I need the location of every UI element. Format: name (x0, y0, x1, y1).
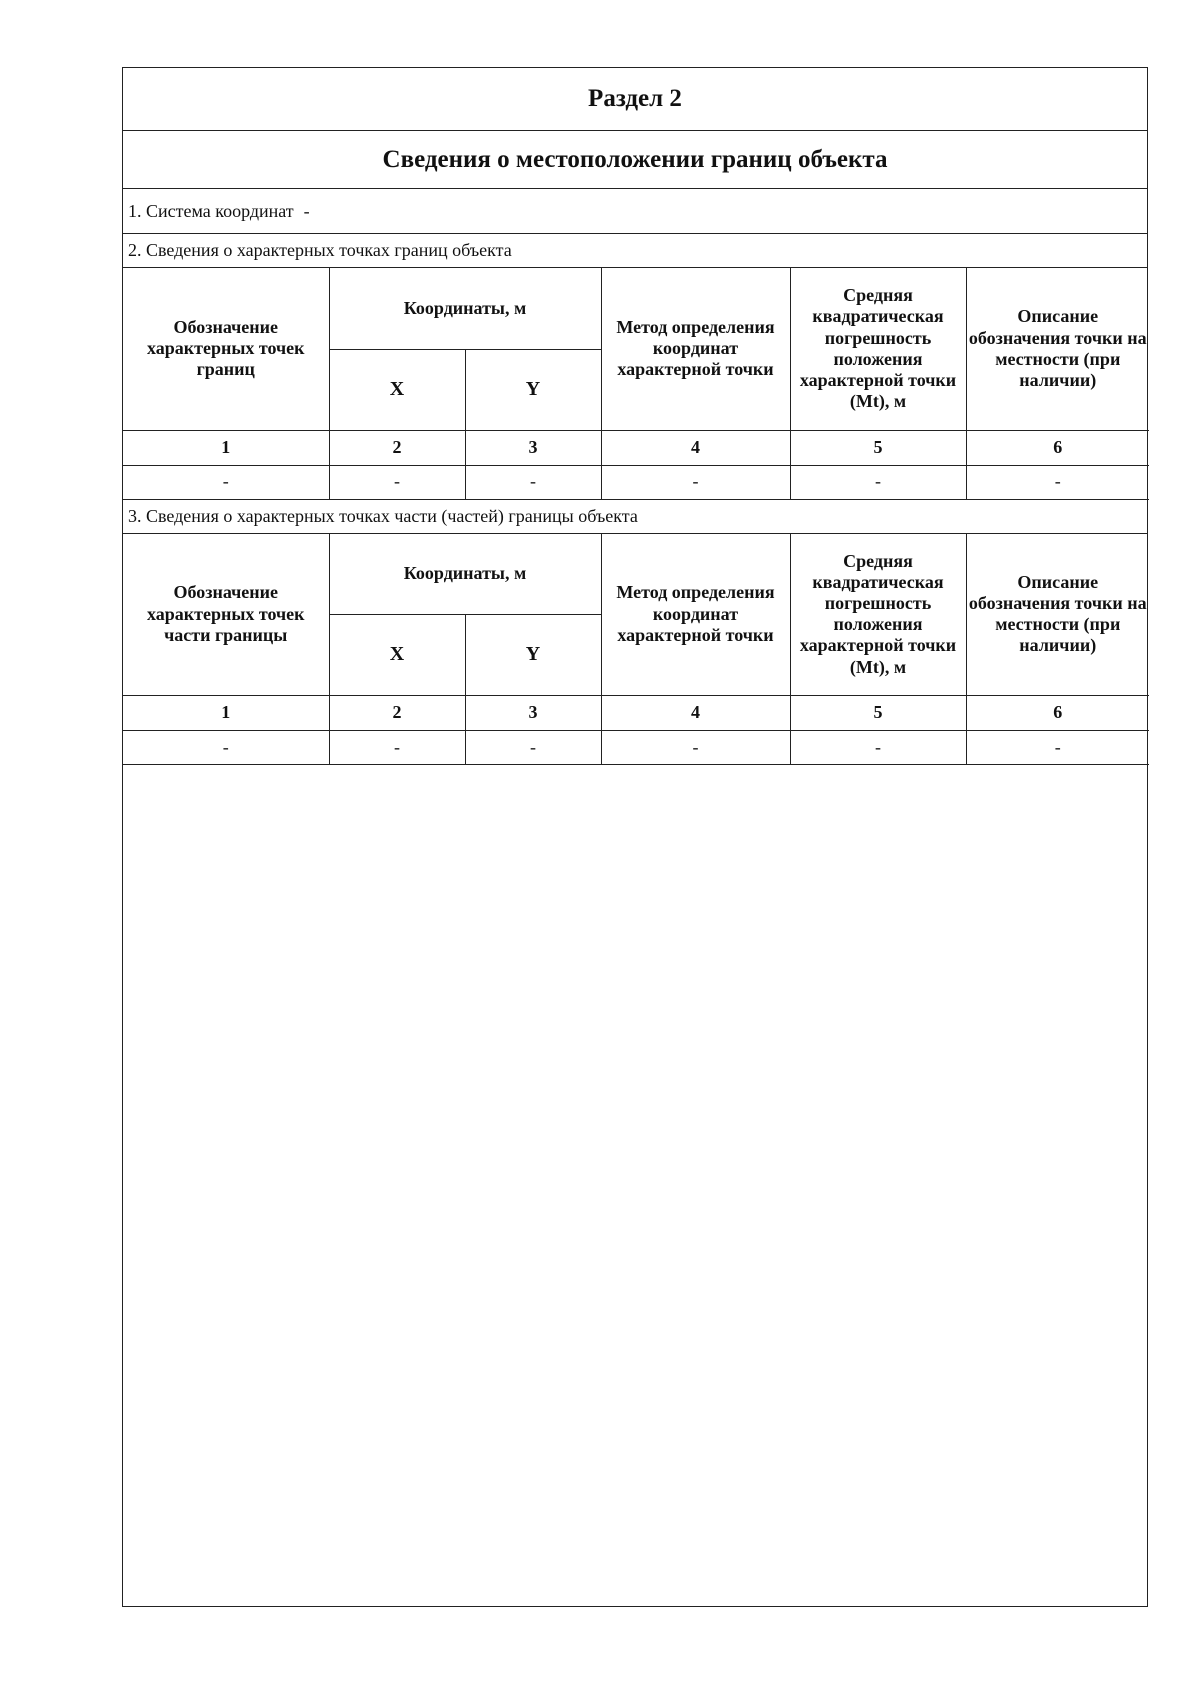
table2-data-cell: - (465, 731, 601, 765)
table2-caption: 3. Сведения о характерных точках части (частей) границы объекта (123, 500, 1147, 534)
table2-header-designation: Обозначение характерных точек части границы (123, 534, 329, 696)
table2-data-cell: - (790, 731, 966, 765)
coordinate-system-value: - (303, 200, 310, 221)
table1-number-cell: 2 (329, 430, 465, 465)
table2-header-description: Описание обозначения точки на местности (при наличии) (966, 534, 1149, 696)
table1 (123, 268, 1149, 500)
table1-data-cell: - (329, 465, 465, 499)
table1-caption: 2. Сведения о характерных точках границ объекта (123, 234, 1147, 268)
table1-number-cell: 5 (790, 430, 966, 465)
table1-header-description: Описание обозначения точки на местности (при наличии) (966, 268, 1149, 430)
table2-data-cell: - (601, 731, 790, 765)
section-subtitle: Сведения о местоположении границ объекта (123, 131, 1147, 189)
table1-data-cell: - (966, 465, 1149, 499)
table1-header-y: Y (465, 349, 601, 430)
table1-header-coordinates: Координаты, м (329, 268, 601, 349)
table1-header-x: X (329, 349, 465, 430)
table2-number-row (123, 696, 1149, 731)
table1-number-cell: 3 (465, 430, 601, 465)
table1-number-cell: 4 (601, 430, 790, 465)
table2-number-cell: 5 (790, 696, 966, 731)
table-row (123, 731, 1149, 765)
table2-header-coordinates: Координаты, м (329, 534, 601, 615)
table1-number-row (123, 430, 1149, 465)
coordinate-system-line (123, 189, 1147, 234)
table2-data-cell: - (329, 731, 465, 765)
table1-data-cell: - (601, 465, 790, 499)
coordinate-system-label: 1. Система координат (128, 200, 294, 221)
table1-header-designation: Обозначение характерных точек границ (123, 268, 329, 430)
table1-data-cell: - (790, 465, 966, 499)
table1-number-cell: 1 (123, 430, 329, 465)
table2-header-method: Метод определения координат характерной точки (601, 534, 790, 696)
table1-data-cell: - (123, 465, 329, 499)
document-frame (122, 67, 1148, 1607)
table2-number-cell: 1 (123, 696, 329, 731)
table1-header-error: Средняя квадратическая погрешность положения характерной точки (Mt), м (790, 268, 966, 430)
section-title: Раздел 2 (123, 68, 1147, 131)
table2-header-error: Средняя квадратическая погрешность положения характерной точки (Mt), м (790, 534, 966, 696)
table-row (123, 465, 1149, 499)
table2-number-cell: 3 (465, 696, 601, 731)
table2-data-cell: - (123, 731, 329, 765)
table2-header-y: Y (465, 615, 601, 696)
table1-number-cell: 6 (966, 430, 1149, 465)
table2-number-cell: 2 (329, 696, 465, 731)
table1-data-cell: - (465, 465, 601, 499)
table1-header-method: Метод определения координат характерной точки (601, 268, 790, 430)
table2-number-cell: 4 (601, 696, 790, 731)
table2 (123, 534, 1149, 766)
table2-header-x: X (329, 615, 465, 696)
table2-data-cell: - (966, 731, 1149, 765)
table2-number-cell: 6 (966, 696, 1149, 731)
